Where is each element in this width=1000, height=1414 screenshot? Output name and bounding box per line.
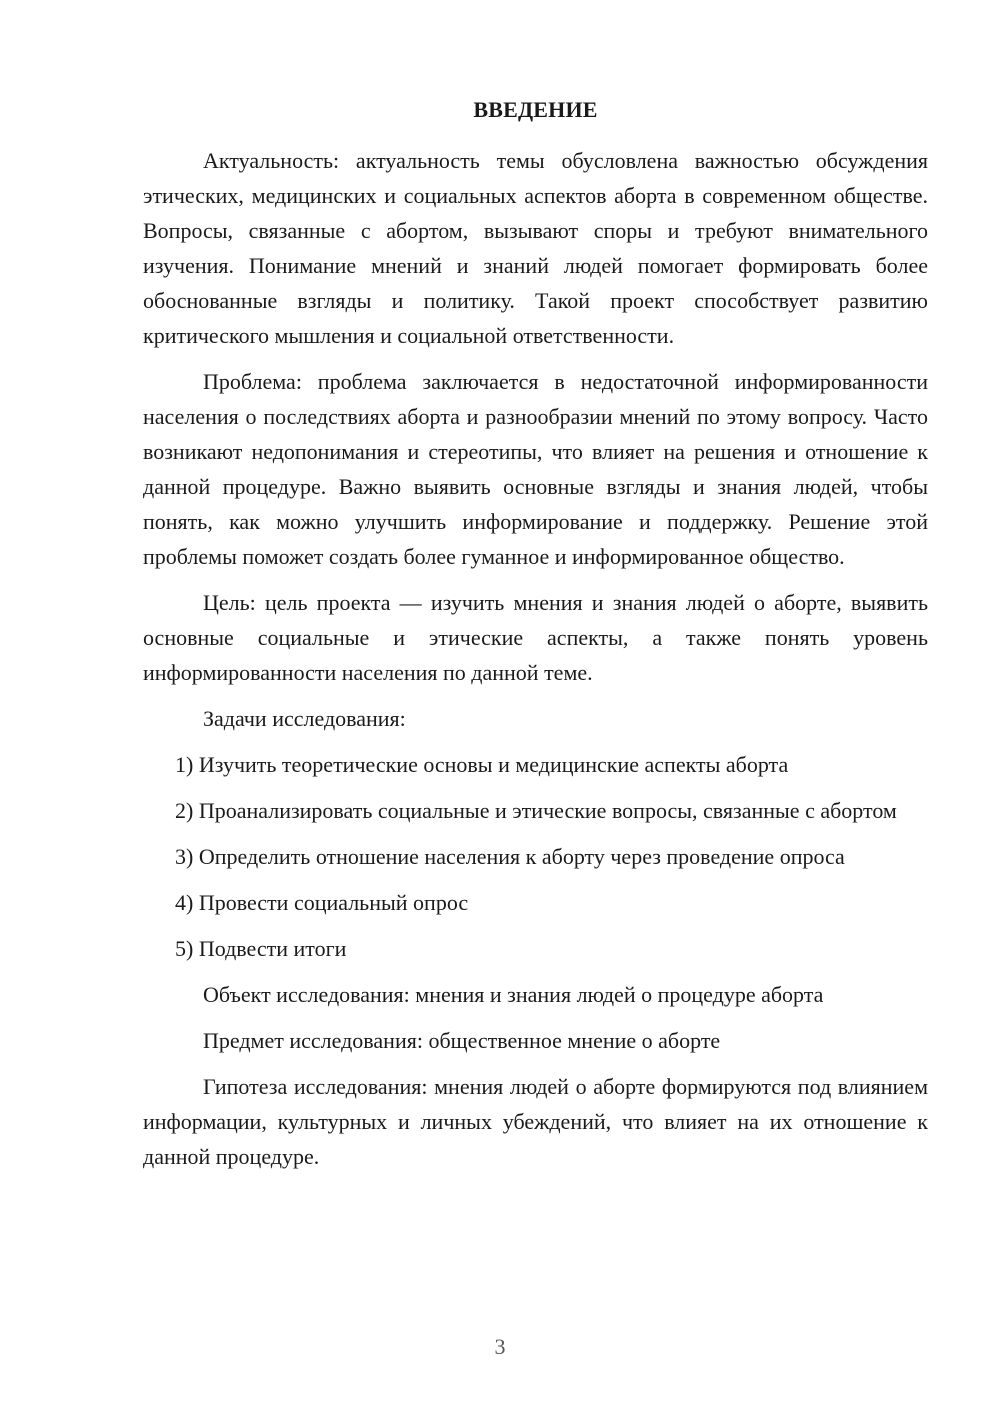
tasks-heading: Задачи исследования: <box>203 706 406 731</box>
task-item-3: 3) Определить отношение населения к аборту через проведение опроса <box>175 844 845 869</box>
section-title: ВВЕДЕНИЕ <box>473 97 598 122</box>
task-item-4: 4) Провести социальный опрос <box>175 890 469 915</box>
research-subject: Предмет исследования: общественное мнение о аборте <box>203 1028 721 1053</box>
document-page <box>143 95 928 1185</box>
task-item-1: 1) Изучить теоретические основы и медицинские аспекты аборта <box>175 752 789 777</box>
paragraph-goal: Цель: цель проекта — изучить мнения и знания людей о аборте, выявить основные социальные и этические аспекты, а также понять уровень информированности населения по данной теме. <box>143 590 928 685</box>
paragraph-problem: Проблема: проблема заключается в недостаточной информированности населения о последствиях аборта и разнообразии мнений по этому вопросу. Часто возникают недопонимания и стереотипы, что влияет на решения и отношение к данной процедуре. Важно выявить основные взгляды и знания людей, чтобы понять, как можно улучшить информирование и поддержку. Решение этой проблемы поможет создать более гуманное и информированное общество. <box>143 369 928 569</box>
task-item-2: 2) Проанализировать социальные и этические вопросы, связанные с абортом <box>175 798 897 823</box>
paragraph-relevance: Актуальность: актуальность темы обусловлена важностью обсуждения этических, медицинских и социальных аспектов аборта в современном обществе. Вопросы, связанные с абортом, вызывают споры и требуют внимательного изучения. Понимание мнений и знаний людей помогает формировать более обоснованные взгляды и политику. Такой проект способствует развитию критического мышления и социальной ответственности. <box>143 148 928 348</box>
page-number: 3 <box>494 1334 506 1359</box>
research-object: Объект исследования: мнения и знания людей о процедуре аборта <box>203 982 824 1007</box>
task-item-5: 5) Подвести итоги <box>175 936 347 961</box>
research-hypothesis: Гипотеза исследования: мнения людей о аборте формируются под влиянием информации, культурных и личных убеждений, что влияет на их отношение к данной процедуре. <box>143 1074 928 1169</box>
